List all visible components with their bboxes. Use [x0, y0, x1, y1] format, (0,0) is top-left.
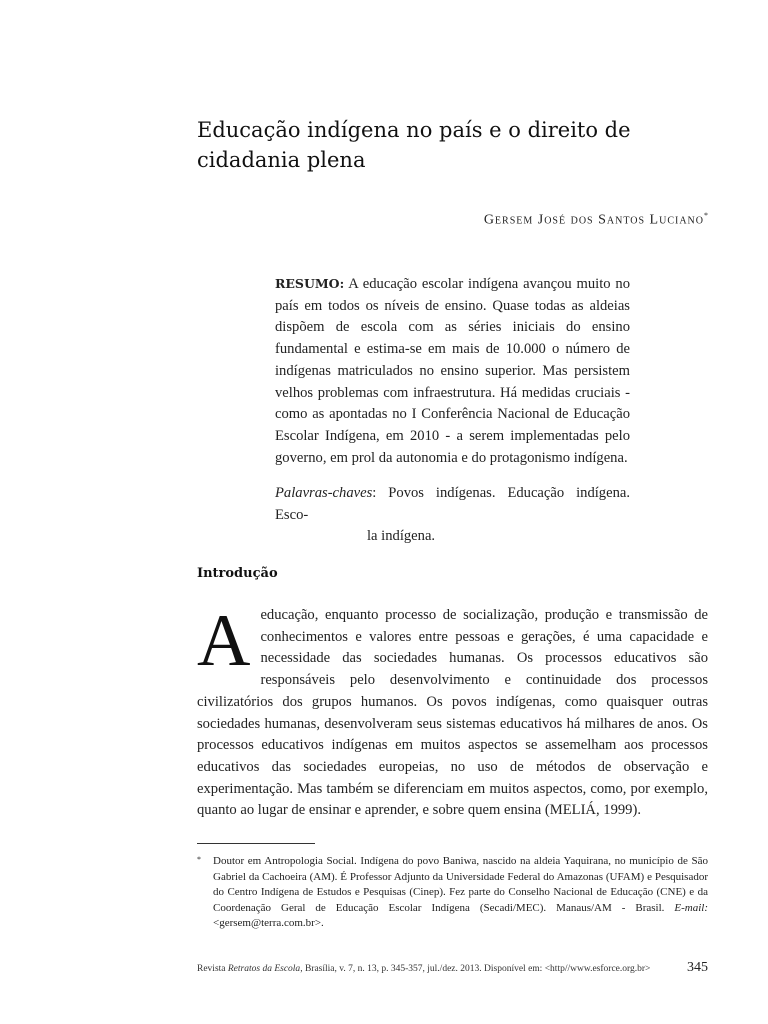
author-line: [484, 211, 708, 229]
author-footnote-mark[interactable]: *: [704, 211, 708, 220]
article-title: Educação indígena no país e o direito de cidadania plena: [197, 118, 631, 172]
abstract-label: RESUMO:: [275, 276, 345, 291]
keywords-colon: :: [372, 485, 389, 501]
footer-citation[interactable]: , Brasília, v. 7, n. 13, p. 345-357, jul./dez. 2013. Disponível em: <http//www.esforce.org.br>: [300, 964, 651, 974]
footnote-email-label: E-mail:: [674, 901, 708, 914]
intro-paragraph: [197, 600, 708, 822]
footer-journal-name: Retratos da Escola: [227, 964, 301, 974]
footnote-email-link[interactable]: <gersem@terra.com.br>.: [213, 917, 324, 929]
intro-paragraph-text: educação, enquanto processo de socialização, produção e transmissão de conhecimentos e valores entre pessoas e gerações, é uma capacidade e necessidade das sociedades humanas. Os processos educativos são responsáveis pelo desenvolvimento e continuidade dos processos civilizatórios dos grupos humanos. Os povos indígenas, como quaisquer outras sociedades humanas, desenvolveram seus sistemas educativos há milhares de anos. Os processos educativos indígenas em muitos aspectos se assemelham aos processos educativos das sociedades europeias, no uso de métodos de observação e experimentação. Mas também se diferenciam em muitos aspectos, como, por exemplo, quanto ao lugar de ensinar e aprender, e sobre quem ensina (MELIÁ, 1999).: [197, 607, 708, 819]
footnote-mark: *: [197, 855, 201, 864]
keywords-line2: la indígena.: [367, 528, 436, 545]
footnote-divider: [197, 843, 315, 844]
footnote-text: [197, 854, 708, 932]
abstract-text: A educação escolar indígena avançou muito no país em todos os níveis de ensino. Quase todas as aldeias dispõem de escola com as séries iniciais do ensino fundamental e estima-se em mais de 10.000 o número de indígenas matriculados no ensino superior. Mas persistem velhos problemas com infraestrutura. Há medidas cruciais - como as apontadas no I Conferência Nacional de Educação Escolar Indígena, em 2010 - a serem implementadas pelo governo, em prol da autonomia e do protagonismo indígena.: [275, 276, 631, 466]
section-heading: Introdução: [197, 566, 278, 581]
abstract: [275, 273, 630, 469]
keywords: [275, 483, 630, 548]
keywords-label: Palavras-chaves: [275, 485, 373, 501]
keywords-line1: Povos indígenas. Educação indígena. Esco-: [275, 485, 631, 523]
drop-cap: A: [197, 600, 251, 682]
author-name: Gersem José dos Santos Luciano: [483, 212, 704, 228]
footer-journal-prefix: Revista: [197, 964, 226, 974]
author-footnote: [197, 854, 708, 932]
page-footer: [197, 964, 708, 974]
page-number: 345: [687, 960, 708, 975]
footnote-bio: Doutor em Antropologia Social. Indígena do povo Baniwa, nascido na aldeia Yaquirana, no município de São Gabriel da Cachoeira (AM). É Professor Adjunto da Universidade Federal do Amazonas (UFAM) e Pesquisador do Centro Indígena de Estudos e Pesquisas (Cinep). Fez parte do Conselho Nacional de Educação (CNE) e da Coordenação Geral de Educação Escolar Indígena (Secadi/MEC). Manaus/AM - Brasil.: [213, 855, 708, 914]
